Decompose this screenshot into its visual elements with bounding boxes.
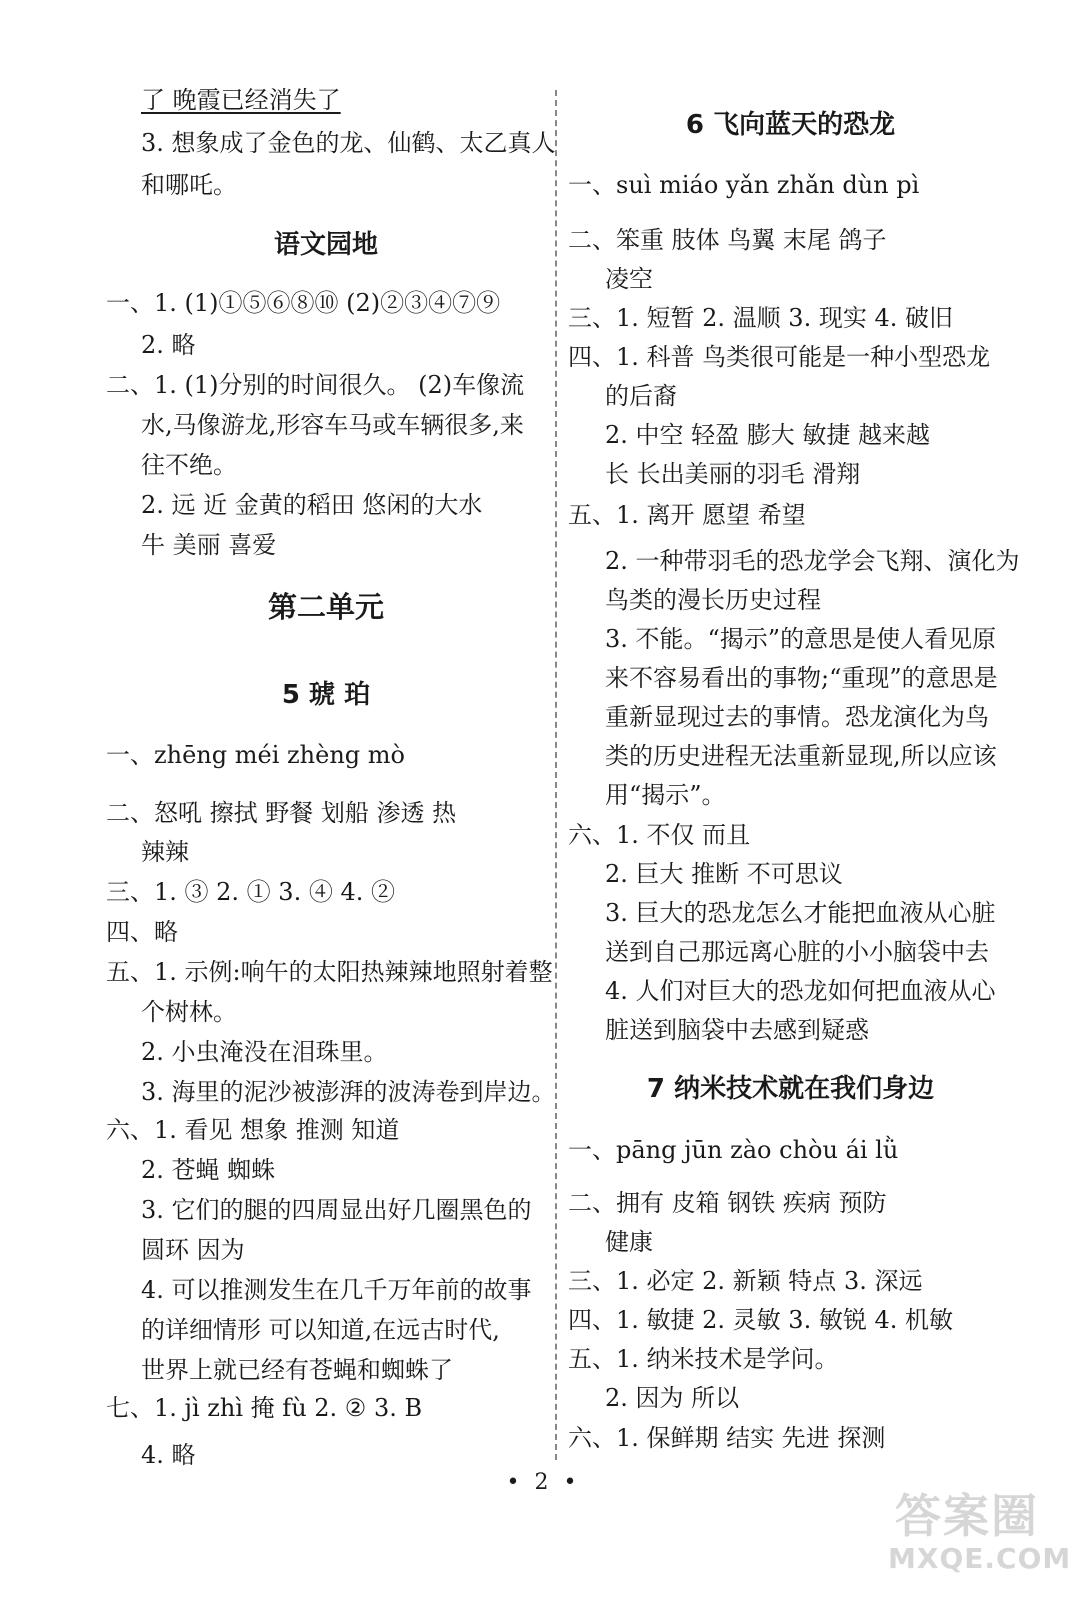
text-line: 二、1. (1)分别的时间很久。 (2)车像流 [106,371,525,399]
text-line: 3. 海里的泥沙被澎湃的波涛卷到岸边。 [141,1078,556,1106]
text-line: 4. 人们对巨大的恐龙如何把血液从心 [605,977,996,1005]
lesson-title-5: 5 琥 珀 [281,680,371,710]
text-line: 3. 巨大的恐龙怎么才能把血液从心脏 [605,899,996,927]
text-line: 二、怒吼 擦拭 野餐 划船 渗透 热 [106,799,457,827]
text-line: 3. 它们的腿的四周显出好几圈黑色的 [141,1196,532,1224]
text-line: 2. 中空 轻盈 膨大 敏捷 越来越 [605,421,931,449]
text-line: 七、1. jì zhì 掩 fù 2. ② 3. B [106,1394,423,1422]
text-line: 一、1. (1)①⑤⑥⑧⑩ (2)②③④⑦⑨ [106,289,501,317]
text-line: 三、1. 短暂 2. 温顺 3. 现实 4. 破旧 [568,304,953,332]
lesson-title-7: 7 纳米技术就在我们身边 [646,1074,935,1104]
text-line: 二、笨重 肢体 鸟翼 末尾 鸽子 [568,226,887,254]
section-title-yuwen-yuandi: 语文园地 [273,230,378,260]
text-line: 二、拥有 皮箱 钢铁 疾病 预防 [568,1189,887,1217]
text-line: 往不绝。 [141,451,237,479]
text-line: 2. 小虫淹没在泪珠里。 [141,1038,388,1066]
text-line: 一、suì miáo yǎn zhǎn dùn pì [568,171,920,199]
text-line: 2. 远 近 金黄的稻田 悠闲的大水 [141,491,483,519]
page-number: • 2 • [506,1470,581,1495]
text-line: 脏送到脑袋中去感到疑惑 [605,1016,869,1044]
text-line: 圆环 因为 [141,1236,245,1264]
text-line: 水,马像游龙,形容车马或车辆很多,来 [141,411,524,439]
text-line: 2. 因为 所以 [605,1384,740,1412]
text-line: 3. 不能。“揭示”的意思是使人看见原 [605,625,997,653]
text-line: 4. 略 [141,1441,196,1469]
text-line: 健康 [605,1228,653,1256]
text-line: 长 长出美丽的羽毛 滑翔 [605,460,861,488]
text-line: 三、1. ③ 2. ① 3. ④ 4. ② [106,878,395,906]
text-line: 类的历史进程无法重新显现,所以应该 [605,742,997,770]
text-line: 三、1. 必定 2. 新颖 特点 3. 深远 [568,1267,923,1295]
text-line: 2. 巨大 推断 不可思议 [605,860,843,888]
text-line: 3. 想象成了金色的龙、仙鹤、太乙真人 [141,129,556,157]
text-line: 2. 苍蝇 蜘蛛 [141,1156,276,1184]
text-line: 来不容易看出的事物;“重现”的意思是 [605,664,998,692]
text-line: 用“揭示”。 [605,781,726,809]
text-line: 辣辣 [141,838,189,866]
text-line: 鸟类的漫长历史过程 [605,586,821,614]
text-line: 个树林。 [141,998,237,1026]
text-line: 一、pāng jūn zào chòu ái lǜ [568,1136,899,1164]
unit-title: 第二单元 [267,590,384,624]
text-line: 牛 美丽 喜爱 [141,531,277,559]
watermark-logo [880,1480,1072,1580]
text-line: 四、略 [106,918,178,946]
text-line: 凌空 [605,265,653,293]
text-line: 2. 一种带羽毛的恐龙学会飞翔、演化为 [605,547,1020,575]
text-line: 重新显现过去的事情。恐龙演化为鸟 [605,703,989,731]
text-line: 的后裔 [605,382,677,410]
text-line: 了 晚霞已经消失了 [141,86,341,114]
text-line: 六、1. 保鲜期 结实 先进 探测 [568,1424,886,1452]
text-line: 的详细情形 可以知道,在远古时代, [141,1316,500,1344]
text-line: 五、1. 纳米技术是学问。 [568,1345,839,1373]
text-line: 送到自己那远离心脏的小小脑袋中去 [605,938,989,966]
text-line: 4. 可以推测发生在几千万年前的故事 [141,1276,532,1304]
text-line: 六、1. 看见 想象 推测 知道 [106,1116,400,1144]
watermark-url: MXQE.COM [888,1542,1072,1575]
text-line: 五、1. 示例:响午的太阳热辣辣地照射着整 [106,958,553,986]
watermark-logo-text: 答案圈 [895,1489,1039,1543]
text-line: 四、1. 科普 鸟类很可能是一种小型恐龙 [568,343,991,371]
text-line: 四、1. 敏捷 2. 灵敏 3. 敏锐 4. 机敏 [568,1306,953,1334]
text-line: 一、zhēng méi zhèng mò [106,741,405,769]
text-line: 六、1. 不仅 而且 [568,821,751,849]
text-line: 和哪吒。 [141,171,237,199]
text-line: 五、1. 离开 愿望 希望 [568,501,806,529]
text-line: 世界上就已经有苍蝇和蜘蛛了 [141,1356,453,1384]
lesson-title-6: 6 飞向蓝天的恐龙 [685,110,896,140]
column-divider [555,90,557,1460]
text-line: 2. 略 [141,331,196,359]
